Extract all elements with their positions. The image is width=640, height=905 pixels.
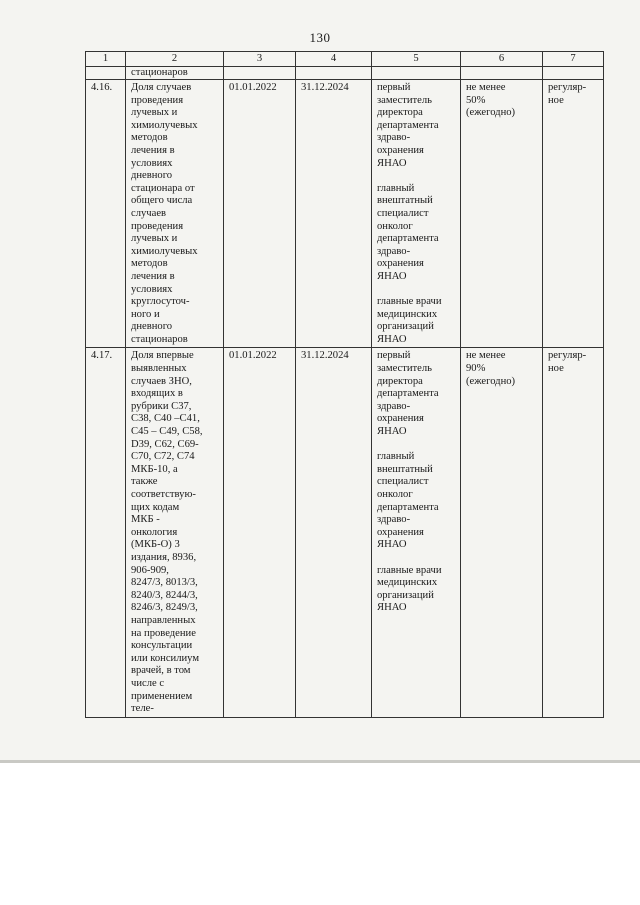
continuation-row [86,67,604,80]
start-date: 01.01.2022 [224,80,296,348]
page-number: 130 [309,30,331,45]
end-date: 31.12.2024 [296,348,372,717]
responsible-persons: первый заместитель директора департамента здраво- охранения ЯНАО главный внештатный специалист онколог департамента здраво- охранения ЯНАО главные врачи медицинских организаций ЯНАО [372,348,461,717]
column-header: 1 [86,52,126,67]
column-header: 3 [224,52,296,67]
row-number: 4.17. [86,348,126,717]
column-number-row [86,52,604,67]
measures-table [85,51,604,718]
start-date: 01.01.2022 [224,348,296,717]
frequency: регуляр- ное [543,348,604,717]
table-row [86,348,604,717]
column-header: 5 [372,52,461,67]
target-value: не менее 90% (ежегодно) [461,348,543,717]
continuation-text: стационаров [126,67,224,80]
column-header: 2 [126,52,224,67]
column-header: 4 [296,52,372,67]
row-number: 4.16. [86,80,126,348]
frequency: регуляр- ное [543,80,604,348]
column-header: 6 [461,52,543,67]
table-row [86,80,604,348]
end-date: 31.12.2024 [296,80,372,348]
column-header: 7 [543,52,604,67]
indicator-description: Доля впервые выявленных случаев ЗНО, входящих в рубрики С37, С38, С40 –С41, С45 – С49, С58, D39, С62, С69- С70, С72, С74 МКБ-10, а также соответствую- щих кодам МКБ - онкология (МКБ-О) 3 издания, 8936, 906-909, 8247/3, 8013/3, 8240/3, 8244/3, 8246/3, 8249/3, направленных на проведение консультации или консилиум врачей, в том числе с применением теле- [126,348,224,717]
indicator-description: Доля случаев проведения лучевых и химиолучевых методов лечения в условиях дневного стационара от общего числа случаев проведения лучевых и химиолучевых методов лечения в условиях круглосуточ- ного и дневного стационаров [126,80,224,348]
target-value: не менее 50% (ежегодно) [461,80,543,348]
responsible-persons: первый заместитель директора департамента здраво- охранения ЯНАО главный внештатный специалист онколог департамента здраво- охранения ЯНАО главные врачи медицинских организаций ЯНАО [372,80,461,348]
